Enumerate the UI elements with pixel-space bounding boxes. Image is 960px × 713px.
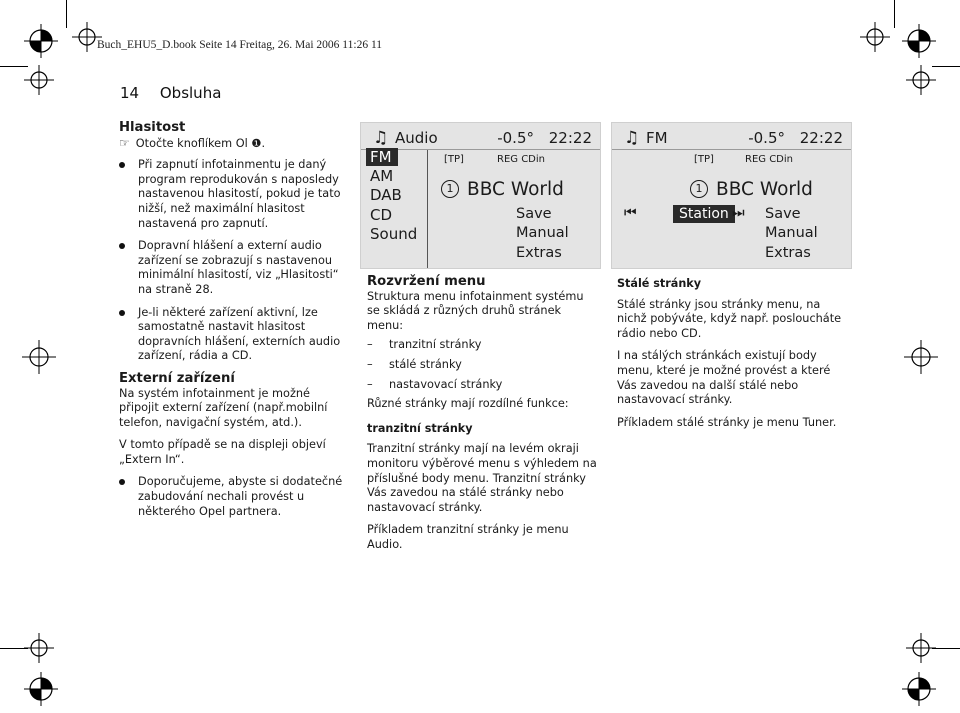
hand-pointer-icon: ☞: [119, 135, 130, 150]
registration-mark-icon: [22, 340, 56, 374]
bullet-icon: [119, 243, 125, 249]
registration-mark-icon: [24, 633, 54, 663]
registration-mark-icon: [906, 633, 936, 663]
paragraph: V tomto případě se na displeji objeví „Extern In“.: [119, 438, 326, 466]
menu-item-sound[interactable]: Sound: [370, 225, 418, 243]
temperature: -0.5°: [748, 129, 785, 147]
crop-mark: [894, 0, 895, 28]
tp-indicator: [TP]: [694, 154, 714, 165]
source-label: FM: [646, 129, 668, 147]
list-item: Při zapnutí infotainmentu je daný program reprodukován s naposledy nastavenou hlasitostí, pokud je tato nižší, než maximální hlasitost nastavená pro zapnutí.: [138, 158, 347, 231]
menu-item-dab[interactable]: DAB: [370, 186, 402, 204]
paragraph: Tranzitní stránky mají na levém okraji monitoru výběrové menu s výhledem na příslušné body menu. Tranzitní stránky Vás zavedou na stálé stránky nebo nastavovací stránky.: [367, 442, 597, 514]
instruction: ☞ Otočte knoflíkem Ol ❶.: [119, 135, 266, 150]
manual-option[interactable]: Manual: [516, 225, 569, 241]
paragraph: Na systém infotainment je možné připojit externí zařízení (např.mobilní telefon, navigační systém, atd.).: [119, 386, 328, 429]
right-column: [617, 277, 849, 430]
list-item: Je-li některé zařízení aktivní, lze samostatně nastavit hlasitost dopravních hlášení, externích audio zařízení, rádia a CD.: [138, 306, 347, 364]
menu-item-fm[interactable]: FM: [366, 148, 398, 166]
reg-indicator: REG CDin: [745, 154, 793, 165]
skip-back-icon[interactable]: ⏮: [624, 205, 637, 221]
skip-forward-icon[interactable]: ⏭: [732, 205, 745, 221]
save-option[interactable]: Save: [765, 206, 801, 222]
middle-column: [367, 275, 597, 553]
paragraph: Příkladem tranzitní stránky je menu Audio.: [367, 523, 569, 551]
registration-mark-icon: [24, 672, 58, 706]
crop-mark: [932, 648, 960, 649]
station-name: 1 BBC World: [690, 179, 813, 200]
bullet-icon: [119, 162, 125, 168]
page-heading: [120, 84, 221, 102]
section-title: Hlasitost: [119, 120, 186, 135]
subheading: tranzitní stránky: [367, 421, 473, 435]
divider: [612, 149, 851, 150]
registration-mark-icon: [904, 340, 938, 374]
registration-mark-icon: [860, 22, 890, 52]
subheading: Stálé stránky: [617, 277, 702, 290]
registration-mark-icon: [902, 672, 936, 706]
source-label: Audio: [395, 129, 438, 147]
temperature: -0.5°: [497, 129, 534, 147]
paragraph: Příkladem stálé stránky je menu Tuner.: [617, 415, 837, 429]
audio-menu-screen: [360, 122, 601, 269]
list-item: – nastavovací stránky: [367, 377, 503, 391]
tp-indicator: [TP]: [444, 154, 464, 165]
registration-mark-icon: [902, 24, 936, 58]
paragraph: I na stálých stránkách existují body menu, které je možné provést a které Vás zavedou na další stálé nebo nastavovací stránky.: [617, 349, 831, 407]
status-bar: [371, 127, 592, 147]
clock: 22:22: [548, 129, 592, 147]
clock: 22:22: [799, 129, 843, 147]
crop-mark: [932, 66, 960, 67]
reg-indicator: REG CDin: [497, 154, 545, 165]
save-option[interactable]: Save: [516, 206, 552, 222]
registration-mark-icon: [24, 24, 58, 58]
bullet-icon: [119, 310, 125, 316]
page-title: Obsluha: [159, 84, 222, 102]
section-title: Externí zařízení: [119, 370, 235, 386]
list-item: – tranzitní stránky: [367, 338, 482, 352]
registration-mark-icon: [906, 65, 936, 95]
extras-option[interactable]: Extras: [516, 245, 562, 261]
bullet-icon: [119, 479, 125, 485]
paragraph: Struktura menu infotainment systému se skládá z různých druhů stránek menu:: [367, 289, 584, 332]
list-item: Dopravní hlášení a externí audio zařízení se zobrazují s nastavenou minimální hlasitostí, viz „Hlasitosti“ na straně 28.: [138, 239, 347, 297]
fm-station-screen: [611, 122, 852, 269]
page-number: 14: [120, 84, 140, 102]
list-item: Doporučujeme, abyste si dodatečné zabudování nechali provést u některého Opel partnera.: [138, 475, 347, 519]
menu-item-cd[interactable]: CD: [370, 206, 393, 224]
print-header: Buch_EHU5_D.book Seite 14 Freitag, 26. Mai 2006 11:26 11: [97, 39, 383, 51]
music-note-icon: ♫: [624, 128, 640, 148]
preset-number: 1: [690, 180, 708, 198]
music-note-icon: ♫: [373, 128, 389, 148]
menu-item-am[interactable]: AM: [370, 167, 394, 185]
paragraph: Různé stránky mají rozdílné funkce:: [367, 397, 569, 411]
divider: [427, 150, 428, 268]
crop-mark: [66, 0, 67, 28]
section-title: Rozvržení menu: [367, 274, 486, 289]
manual-option[interactable]: Manual: [765, 225, 818, 241]
station-name: 1 BBC World: [441, 179, 564, 200]
list-item: – stálé stránky: [367, 357, 462, 371]
left-column: [119, 121, 347, 519]
extras-option[interactable]: Extras: [765, 245, 811, 261]
status-bar: [622, 127, 843, 147]
station-button[interactable]: Station: [673, 205, 735, 223]
preset-number: 1: [441, 180, 459, 198]
paragraph: Stálé stránky jsou stránky menu, na nichž pobýváte, když např. posloucháte rádio nebo CD.: [617, 297, 842, 340]
registration-mark-icon: [24, 65, 54, 95]
